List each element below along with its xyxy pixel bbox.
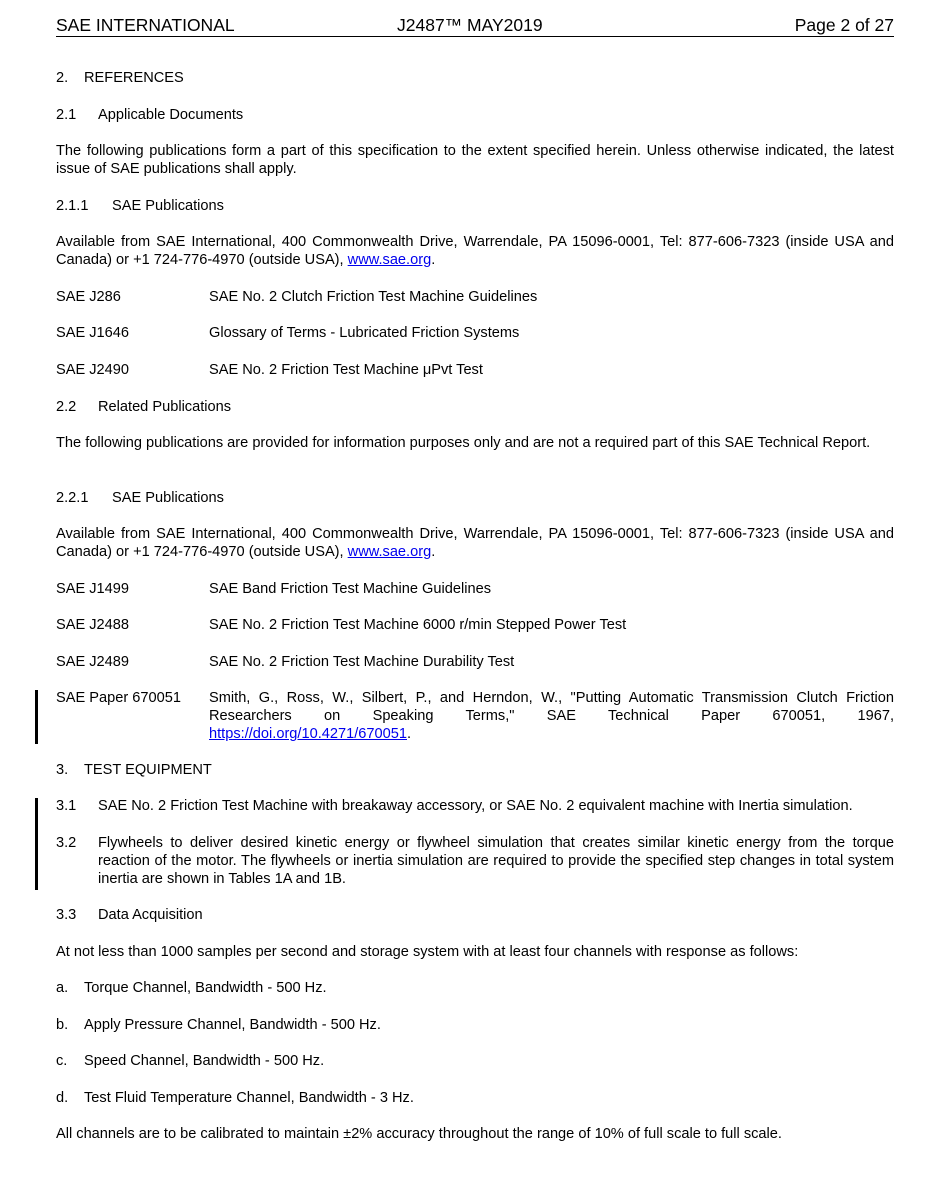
section-3-number: 3. xyxy=(56,762,69,778)
ref-code-paper: SAE Paper 670051 xyxy=(56,690,181,706)
section-2-number: 2. xyxy=(56,70,69,86)
ref-title: SAE No. 2 Friction Test Machine μPvt Test xyxy=(209,362,483,378)
section-3-3-number: 3.3 xyxy=(56,907,77,923)
section-2-1-1-number: 2.1.1 xyxy=(56,198,89,214)
list-item-text: Test Fluid Temperature Channel, Bandwidth - 3 Hz. xyxy=(84,1090,414,1106)
ref-code: SAE J1499 xyxy=(56,581,130,597)
header-doc-id: J2487™ MAY2019 xyxy=(397,15,543,35)
sae-website-link[interactable]: www.sae.org xyxy=(347,544,432,560)
section-3-3-intro: At not less than 1000 samples per second and storage system with at least four channels with response as follows: xyxy=(56,944,799,960)
paper-citation: Smith, G., Ross, W., Silbert, P., and Herndon, W., "Putting Automatic Transmission Clutch Friction Researchers on Speaking Terms," SAE Technical Paper 670051, 1967, xyxy=(209,690,894,724)
list-item-text: Apply Pressure Channel, Bandwidth - 500 Hz. xyxy=(84,1017,381,1033)
section-3-3-closing: All channels are to be calibrated to maintain ±2% accuracy throughout the range of 10% of full scale to full scale. xyxy=(56,1126,782,1142)
section-2-2-body: The following publications are provided for information purposes only and are not a required part of this SAE Technical Report. xyxy=(56,435,871,451)
doi-link[interactable]: https://doi.org/10.4271/670051 xyxy=(209,726,407,742)
page-header xyxy=(56,14,894,37)
revision-change-bar xyxy=(35,690,38,744)
ref-code: SAE J2490 xyxy=(56,362,130,378)
ref-title-paper xyxy=(209,689,894,743)
ref-title: SAE No. 2 Friction Test Machine Durability Test xyxy=(209,654,515,670)
sae-website-link[interactable]: www.sae.org xyxy=(347,252,432,268)
section-2-2-1-availability xyxy=(56,525,894,561)
ref-code: SAE J2488 xyxy=(56,617,130,633)
section-3-2-text: Flywheels to deliver desired kinetic energy or flywheel simulation that creates similar kinetic energy from the torque reaction of the motor. The flywheels or inertia simulation are required to provide the specified step changes in total system inertia are shown in Tables 1A and 1B. xyxy=(98,835,894,887)
section-2-1-body: The following publications form a part of this specification to the extent specified herein. Unless otherwise indicated, the latest issue of SAE publications shall apply. xyxy=(56,143,894,177)
list-item-letter: c. xyxy=(56,1053,68,1069)
ref-title: SAE No. 2 Clutch Friction Test Machine Guidelines xyxy=(209,289,538,305)
section-2-1-number: 2.1 xyxy=(56,107,77,123)
section-2-1-title: Applicable Documents xyxy=(98,107,244,123)
ref-title: Glossary of Terms - Lubricated Friction Systems xyxy=(209,325,520,341)
ref-code: SAE J286 xyxy=(56,289,121,305)
section-3-1-text: SAE No. 2 Friction Test Machine with breakaway accessory, or SAE No. 2 equivalent machine with Inertia simulation. xyxy=(98,798,853,814)
list-item-letter: a. xyxy=(56,980,69,996)
ref-code: SAE J2489 xyxy=(56,654,130,670)
availability-text: Available from SAE International, 400 Commonwealth Drive, Warrendale, PA 15096-0001, Tel: 877-606-7323 (inside USA and Canada) or +1 724-776-4970 (outside USA), xyxy=(56,234,894,268)
section-3-2-number: 3.2 xyxy=(56,835,77,851)
section-3-3-title: Data Acquisition xyxy=(98,907,203,923)
availability-text: Available from SAE International, 400 Commonwealth Drive, Warrendale, PA 15096-0001, Tel: 877-606-7323 (inside USA and Canada) or +1 724-776-4970 (outside USA), xyxy=(56,526,894,560)
availability-period: . xyxy=(431,544,436,560)
header-page-number: Page 2 of 27 xyxy=(794,15,894,35)
list-item-letter: d. xyxy=(56,1090,69,1106)
ref-title: SAE Band Friction Test Machine Guidelines xyxy=(209,581,492,597)
list-item-letter: b. xyxy=(56,1017,69,1033)
section-2-2-title: Related Publications xyxy=(98,399,232,415)
list-item-text: Speed Channel, Bandwidth - 500 Hz. xyxy=(84,1053,325,1069)
section-3-1-number: 3.1 xyxy=(56,798,77,814)
paper-period: . xyxy=(407,726,412,742)
section-2-2-number: 2.2 xyxy=(56,399,77,415)
section-2-1-1-title: SAE Publications xyxy=(112,198,224,214)
list-item-text: Torque Channel, Bandwidth - 500 Hz. xyxy=(84,980,327,996)
ref-code: SAE J1646 xyxy=(56,325,130,341)
section-3-title: TEST EQUIPMENT xyxy=(84,762,212,778)
section-2-title: REFERENCES xyxy=(84,70,184,86)
ref-title: SAE No. 2 Friction Test Machine 6000 r/min Stepped Power Test xyxy=(209,617,627,633)
availability-period: . xyxy=(431,252,436,268)
section-2-2-1-number: 2.2.1 xyxy=(56,490,89,506)
section-2-1-1-availability xyxy=(56,233,894,269)
header-org: SAE INTERNATIONAL xyxy=(56,15,235,35)
section-2-2-1-title: SAE Publications xyxy=(112,490,224,506)
revision-change-bar xyxy=(35,798,38,890)
